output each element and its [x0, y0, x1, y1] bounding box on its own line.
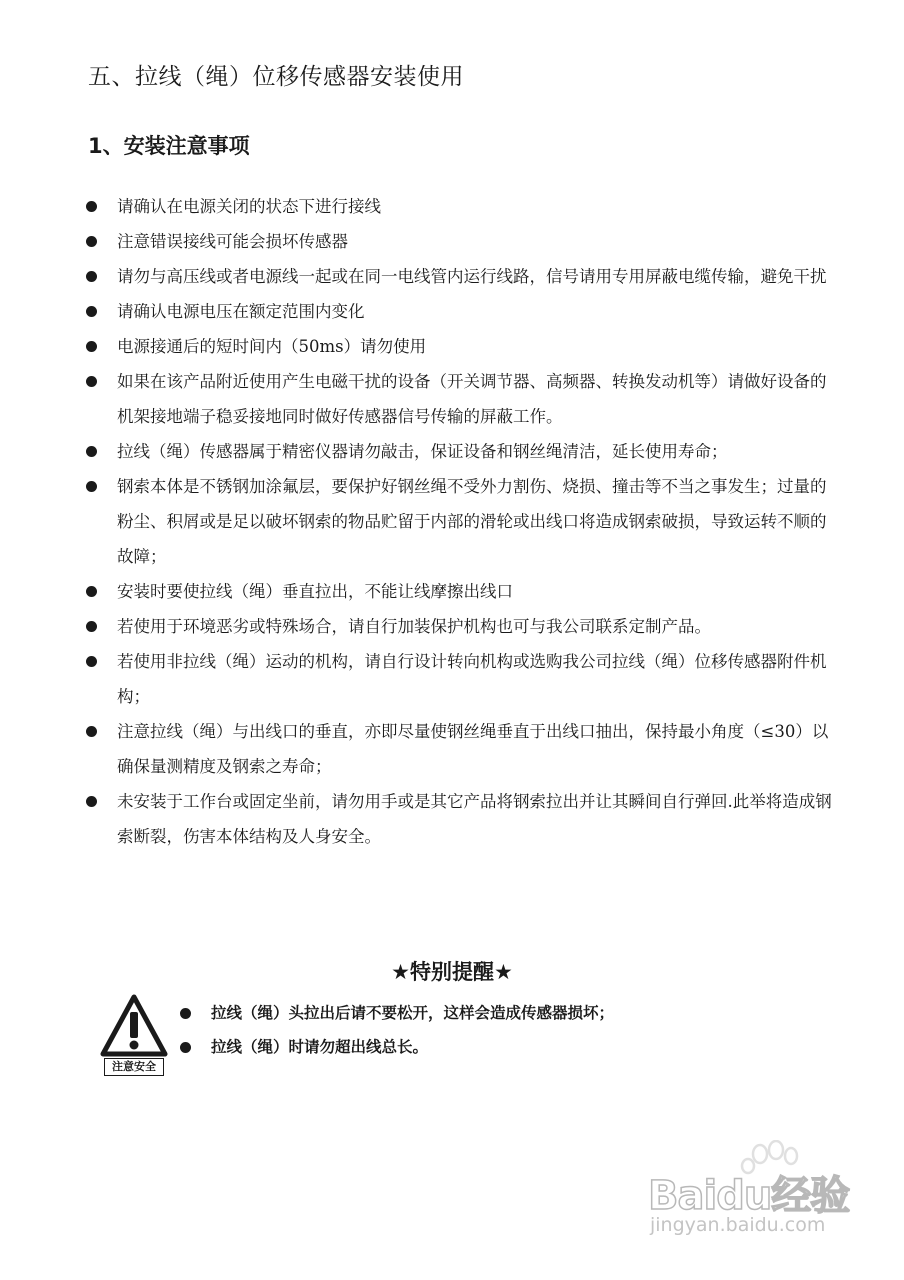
list-item: 若使用于环境恶劣或特殊场合，请自行加装保护机构也可与我公司联系定制产品。 [86, 609, 836, 644]
reminder-item: 拉线（绳）头拉出后请不要松开，这样会造成传感器损坏； [180, 996, 614, 1030]
list-item: 电源接通后的短时间内（50ms）请勿使用 [86, 329, 836, 364]
watermark-url: jingyan.baidu.com [650, 1214, 826, 1236]
special-reminder-title: ★特别提醒★ [391, 960, 513, 984]
list-item: 请勿与高压线或者电源线一起或在同一电线管内运行线路，信号请用专用屏蔽电缆传输，避免干扰 [86, 259, 836, 294]
list-item: 若使用非拉线（绳）运动的机构，请自行设计转向机构或选购我公司拉线（绳）位移传感器附件机构； [86, 644, 836, 714]
watermark-logo: Baidu经验 [648, 1173, 850, 1219]
subsection-heading: 1、安装注意事项 [88, 134, 250, 158]
safety-sign-label: 注意安全 [104, 1058, 164, 1076]
list-item: 注意错误接线可能会损坏传感器 [86, 224, 836, 259]
list-item: 安装时要使拉线（绳）垂直拉出，不能让线摩擦出线口 [86, 574, 836, 609]
list-item: 钢索本体是不锈钢加涂氟层，要保护好钢丝绳不受外力割伤、烧损、撞击等不当之事发生；过量的粉尘、积屑或是足以破坏钢索的物品贮留于内部的滑轮或出线口将造成钢索破损，导致运转不顺的故障； [86, 469, 836, 574]
special-reminder-list [180, 996, 614, 1064]
list-item: 未安装于工作台或固定坐前，请勿用手或是其它产品将钢索拉出并让其瞬间自行弹回.此举将造成钢索断裂，伤害本体结构及人身安全。 [86, 784, 836, 854]
list-item: 拉线（绳）传感器属于精密仪器请勿敲击，保证设备和钢丝绳清洁，延长使用寿命； [86, 434, 836, 469]
precautions-list [86, 189, 836, 854]
list-item: 注意拉线（绳）与出线口的垂直，亦即尽量使钢丝绳垂直于出线口抽出，保持最小角度（≤30）以确保量测精度及钢索之寿命； [86, 714, 836, 784]
section-heading: 五、拉线（绳）位移传感器安装使用 [88, 64, 464, 90]
list-item: 请确认在电源关闭的状态下进行接线 [86, 189, 836, 224]
list-item: 请确认电源电压在额定范围内变化 [86, 294, 836, 329]
list-item: 如果在该产品附近使用产生电磁干扰的设备（开关调节器、高频器、转换发动机等）请做好设备的机架接地端子稳妥接地同时做好传感器信号传输的屏蔽工作。 [86, 364, 836, 434]
reminder-item: 拉线（绳）时请勿超出线总长。 [180, 1030, 614, 1064]
